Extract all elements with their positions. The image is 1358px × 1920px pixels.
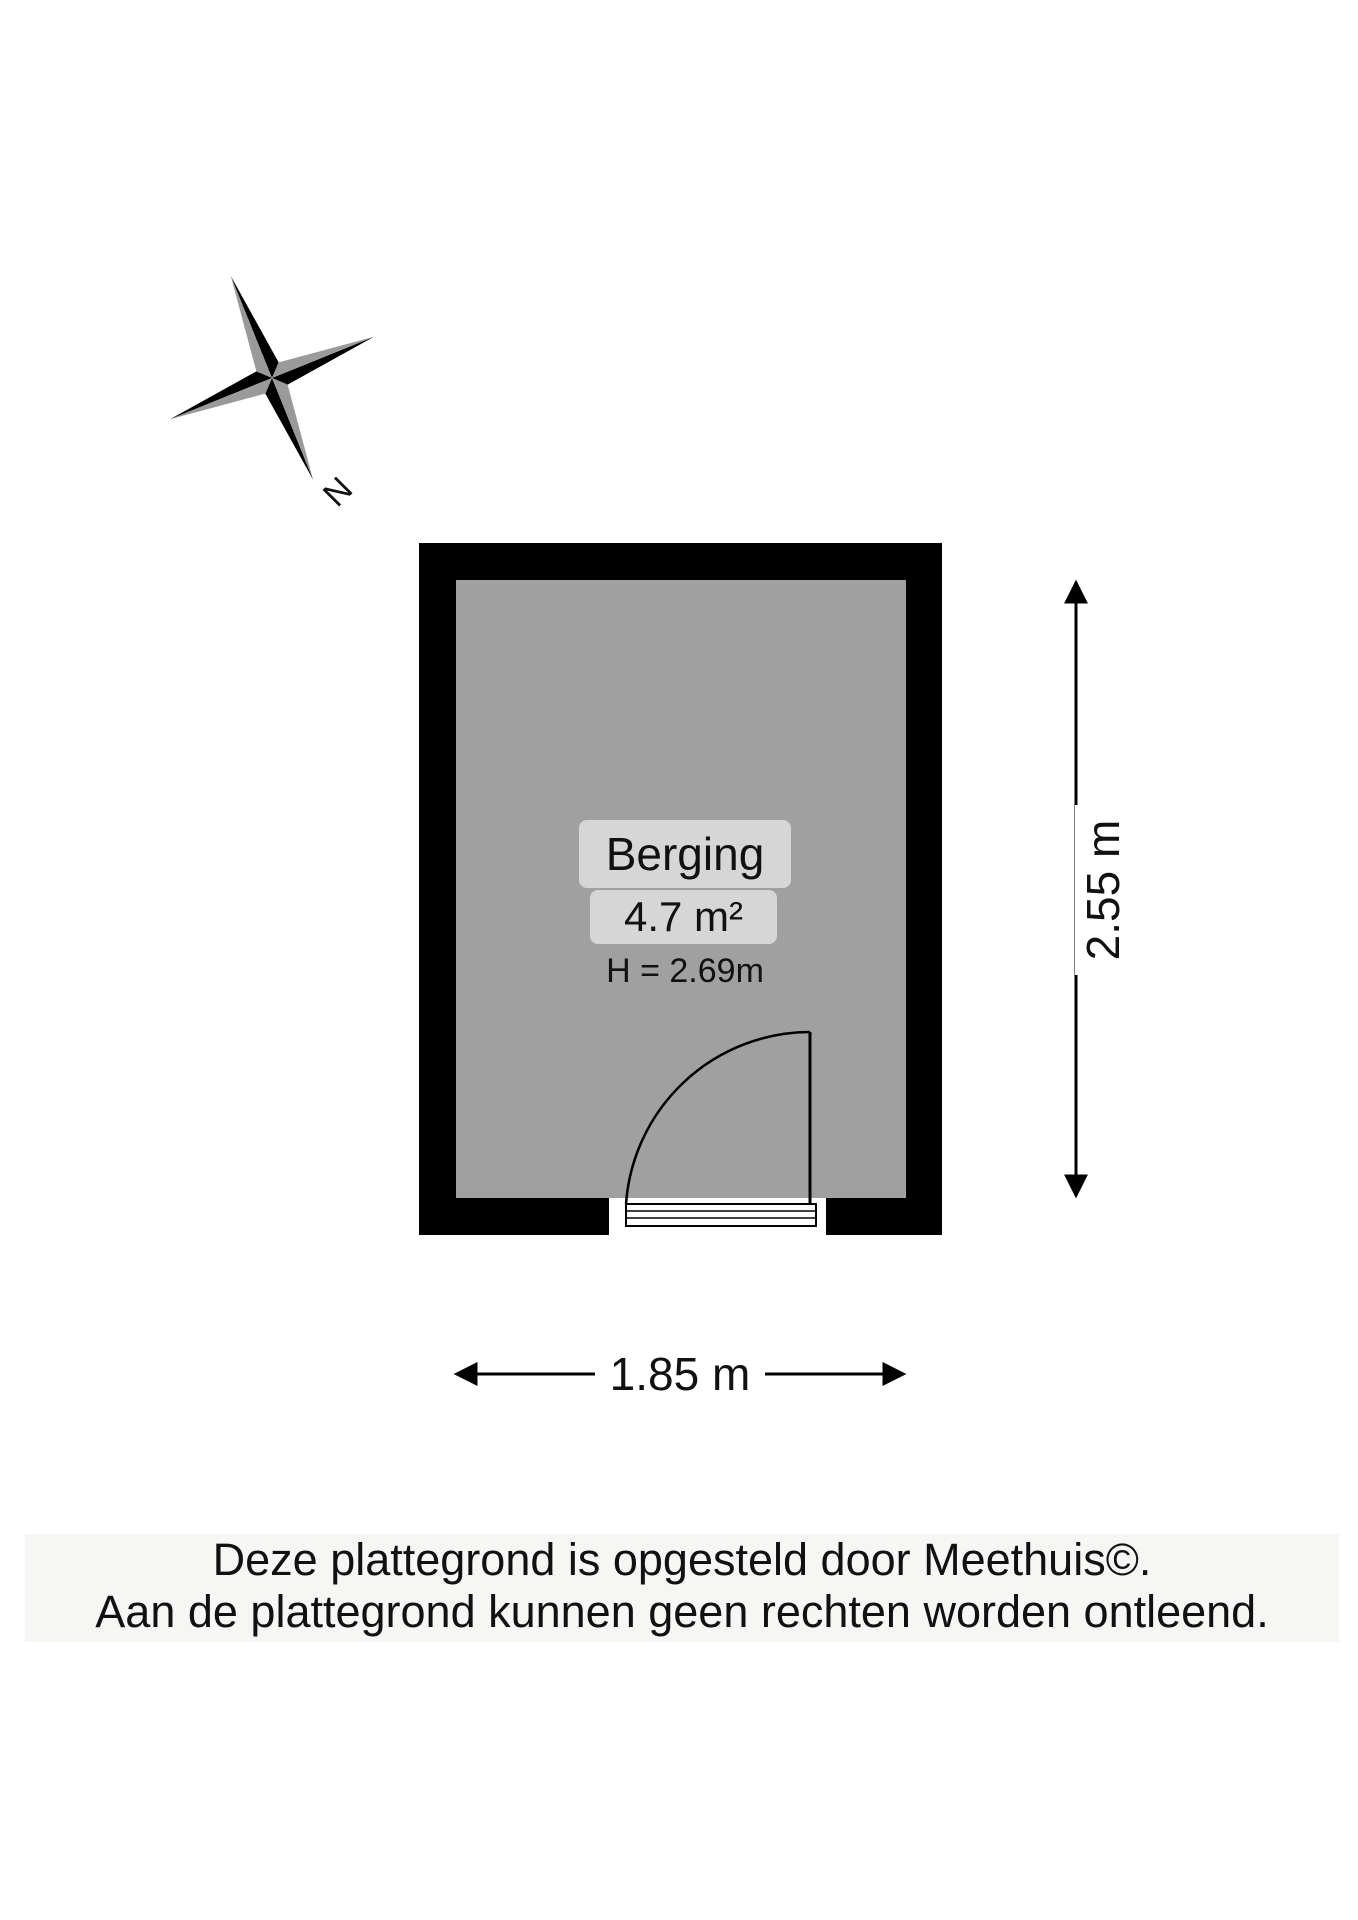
depth-dimension-label: 2.55 m [1075, 805, 1131, 975]
disclaimer [25, 1534, 1339, 1642]
compass-rose-icon [129, 235, 415, 521]
room-floor [456, 580, 906, 1198]
disclaimer-line-1: Deze plattegrond is opgesteld door Meethuis©. [212, 1534, 1152, 1585]
disclaimer-line-2: Aan de plattegrond kunnen geen rechten worden ontleend. [95, 1586, 1269, 1637]
room-area-label [590, 890, 777, 944]
width-dimension-label: 1.85 m [595, 1346, 765, 1402]
room-area: 4.7 m² [623, 893, 744, 940]
room-name-label [579, 820, 791, 888]
north-label: N [315, 469, 361, 515]
room-name: Berging [605, 828, 765, 880]
room-height-label: H = 2.69m [606, 952, 764, 990]
